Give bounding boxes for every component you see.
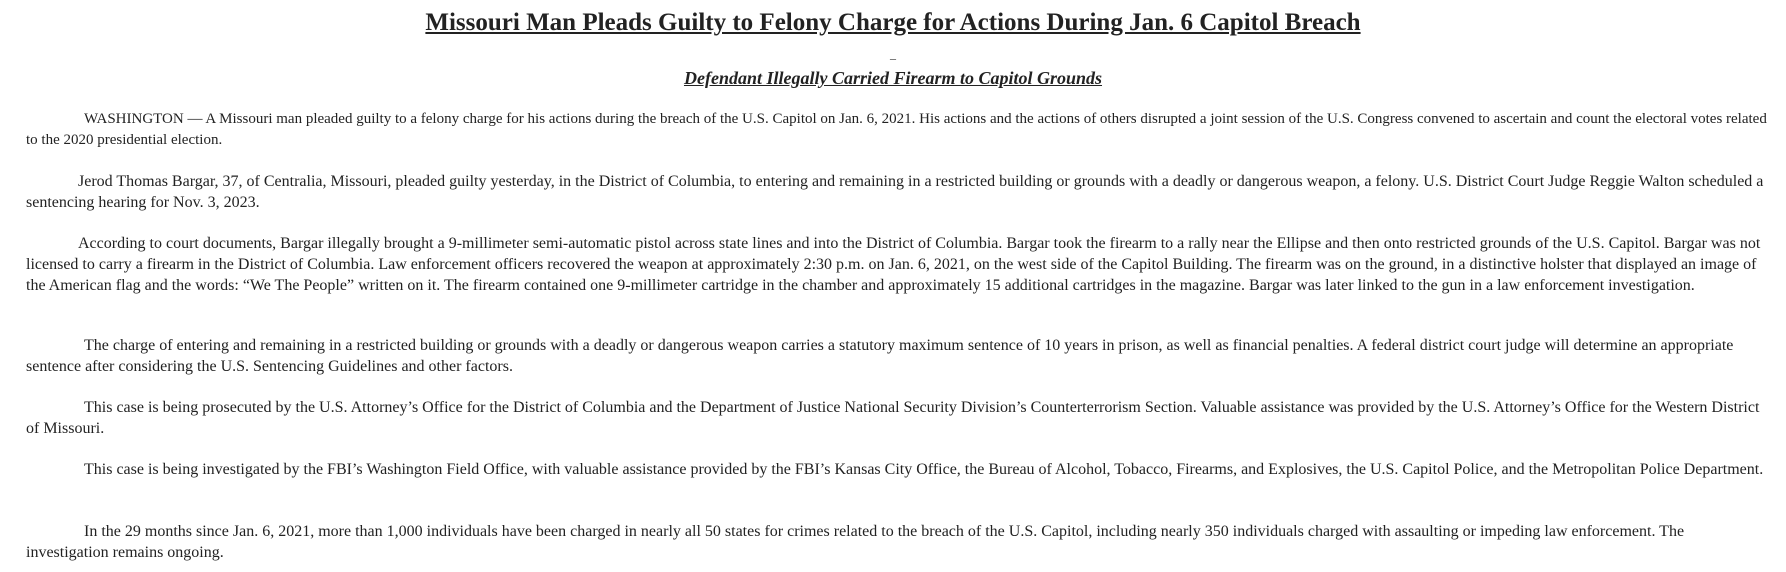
page-title: Missouri Man Pleads Guilty to Felony Charge for Actions During Jan. 6 Capitol Breach — [425, 9, 1361, 36]
paragraph-court-documents: According to court documents, Bargar illegally brought a 9-millimeter semi-automatic pistol across state lines and into the District of Columbia. Bargar took the firearm to a rally near the Ellipse and then onto restricted grounds of the U.S. Capitol. Bargar was not licensed to carry a firearm in the District of Columbia. Law enforcement officers recovered the weapon at approximately 2:30 p.m. on Jan. 6, 2021, on the west side of the Capitol Building. The firearm was on the ground, in a distinctive holster that displayed an image of the American flag and the words: “We The People” written on it. The firearm contained one 9-millimeter cartridge in the chamber and approximately 15 additional cartridges in the magazine. Bargar was later linked to the gun in a law enforcement investigation. — [26, 235, 1761, 294]
title-separator: _ — [890, 47, 896, 61]
page-subtitle: Defendant Illegally Carried Firearm to Capitol Grounds — [683, 68, 1103, 88]
paragraph-intro: WASHINGTON — A Missouri man pleaded guilty to a felony charge for his actions during the breach of the U.S. Capitol on Jan. 6, 2021. His actions and the actions of others disrupted a joint session of the U.S. Congress convened to ascertain and count the electoral votes related to the 2020 presidential election. — [26, 111, 1767, 148]
paragraph-summary: In the 29 months since Jan. 6, 2021, more than 1,000 individuals have been charged in nearly all 50 states for crimes related to the breach of the U.S. Capitol, including nearly 350 individuals charged with assaulting or impeding law enforcement. The investigation remains ongoing. — [26, 523, 1685, 561]
paragraph-prosecution: This case is being prosecuted by the U.S. Attorney’s Office for the District of Columbia and the Department of Justice National Security Division’s Counterterrorism Section. Valuable assistance was provided by the U.S. Attorney’s Office for the Western District of Missouri. — [26, 399, 1760, 437]
paragraph-plea: Jerod Thomas Bargar, 37, of Centralia, Missouri, pleaded guilty yesterday, in the District of Columbia, to entering and remaining in a restricted building or grounds with a deadly or dangerous weapon, a felony. U.S. District Court Judge Reggie Walton scheduled a sentencing hearing for Nov. 3, 2023. — [26, 173, 1764, 211]
paragraph-investigation: This case is being investigated by the FBI’s Washington Field Office, with valuable assistance provided by the FBI’s Kansas City Office, the Bureau of Alcohol, Tobacco, Firearms, and Explosives, the U.S. Capitol Police, and the Metropolitan Police Department. — [84, 461, 1764, 478]
paragraph-penalty: The charge of entering and remaining in a restricted building or grounds with a deadly or dangerous weapon carries a statutory maximum sentence of 10 years in prison, as well as financial penalties. A federal district court judge will determine an appropriate sentence after considering the U.S. Sentencing Guidelines and other factors. — [26, 337, 1734, 375]
